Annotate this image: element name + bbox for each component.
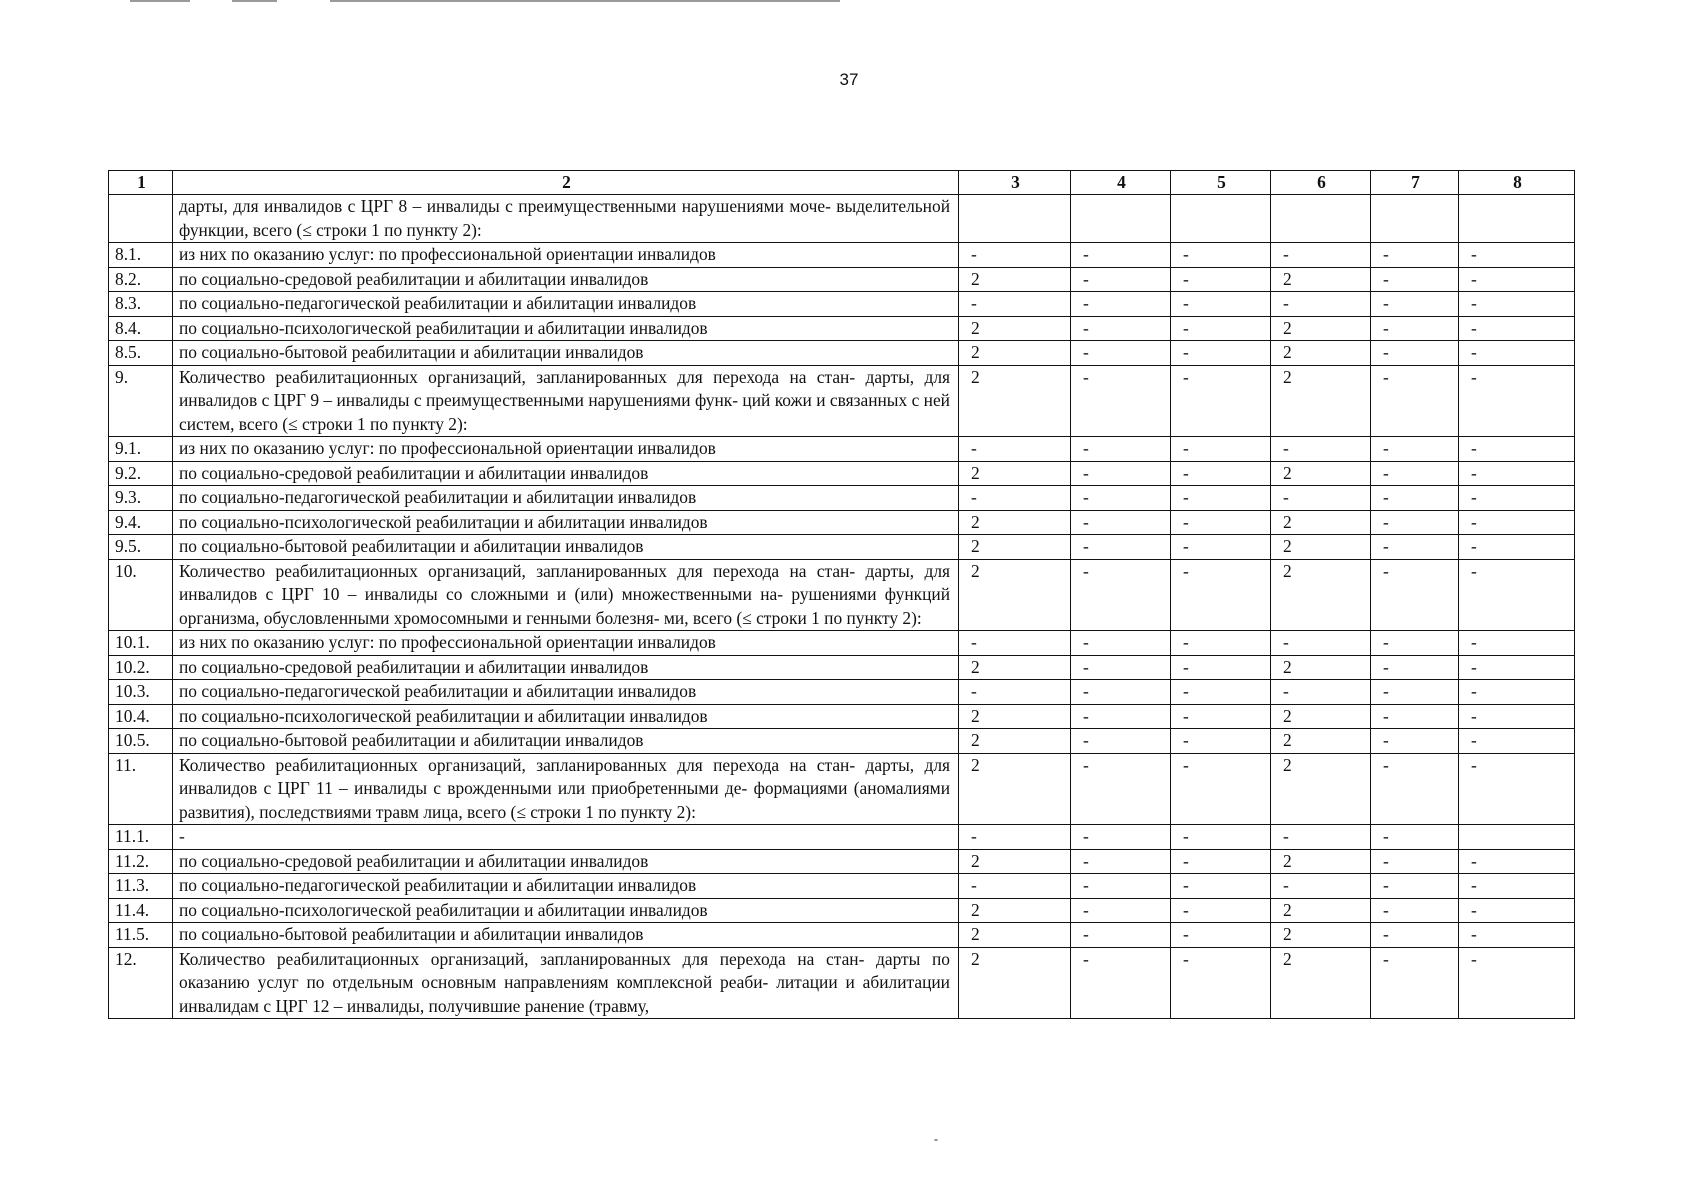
column-header-4: 4	[1071, 171, 1171, 195]
value-cell-col-8: -	[1459, 461, 1575, 486]
value-cell-col-5: -	[1171, 923, 1271, 948]
row-description: Количество реабилитационных организаций, запланированных для перехода на стан- дарты по оказанию услуг по отдельным основным направлениям комплексной реаби- литации и абилитации инвалидам с ЦРГ 12 – инвалиды, получившие ранение (травму,	[173, 947, 959, 1019]
value-cell-col-7: -	[1371, 680, 1459, 705]
value-cell-col-4: -	[1071, 267, 1171, 292]
table-row	[109, 365, 1575, 437]
value-cell-col-3: 2	[959, 559, 1071, 631]
value-cell-col-3: 2	[959, 923, 1071, 948]
value-cell-col-5: -	[1171, 947, 1271, 1019]
table-row	[109, 753, 1575, 825]
value-cell-col-3: 2	[959, 510, 1071, 535]
value-cell-col-4: -	[1071, 631, 1171, 656]
value-cell-col-7: -	[1371, 559, 1459, 631]
value-cell-col-5: -	[1171, 898, 1271, 923]
value-cell-col-6: 2	[1271, 559, 1371, 631]
value-cell-col-5: -	[1171, 680, 1271, 705]
value-cell-col-6: 2	[1271, 341, 1371, 366]
value-cell-col-4: -	[1071, 535, 1171, 560]
value-cell-col-4: -	[1071, 292, 1171, 317]
value-cell-col-4: -	[1071, 874, 1171, 899]
table-row	[109, 510, 1575, 535]
value-cell-col-5: -	[1171, 729, 1271, 754]
value-cell-col-5: -	[1171, 437, 1271, 462]
value-cell-col-8	[1459, 195, 1575, 243]
value-cell-col-4: -	[1071, 316, 1171, 341]
row-number: 8.1.	[109, 243, 173, 268]
column-header-3: 3	[959, 171, 1071, 195]
value-cell-col-3: 2	[959, 535, 1071, 560]
value-cell-col-8: -	[1459, 874, 1575, 899]
value-cell-col-7: -	[1371, 510, 1459, 535]
value-cell-col-7: -	[1371, 923, 1459, 948]
table-header	[109, 171, 1575, 195]
value-cell-col-4: -	[1071, 729, 1171, 754]
value-cell-col-3: -	[959, 243, 1071, 268]
value-cell-col-3: 2	[959, 365, 1071, 437]
value-cell-col-6: -	[1271, 874, 1371, 899]
table-row	[109, 680, 1575, 705]
row-number: 12.	[109, 947, 173, 1019]
value-cell-col-6: 2	[1271, 729, 1371, 754]
value-cell-col-3: -	[959, 437, 1071, 462]
value-cell-col-3: 2	[959, 316, 1071, 341]
value-cell-col-6: 2	[1271, 704, 1371, 729]
table-body	[109, 195, 1575, 1019]
value-cell-col-5: -	[1171, 243, 1271, 268]
data-table	[108, 170, 1575, 1019]
table-row	[109, 341, 1575, 366]
table-row	[109, 655, 1575, 680]
value-cell-col-5: -	[1171, 535, 1271, 560]
table-row	[109, 704, 1575, 729]
value-cell-col-7: -	[1371, 486, 1459, 511]
value-cell-col-4	[1071, 195, 1171, 243]
value-cell-col-7	[1371, 195, 1459, 243]
value-cell-col-4: -	[1071, 486, 1171, 511]
value-cell-col-5: -	[1171, 753, 1271, 825]
row-number: 11.2.	[109, 849, 173, 874]
value-cell-col-7: -	[1371, 243, 1459, 268]
value-cell-col-4: -	[1071, 825, 1171, 850]
value-cell-col-7: -	[1371, 704, 1459, 729]
value-cell-col-3: -	[959, 292, 1071, 317]
value-cell-col-4: -	[1071, 849, 1171, 874]
value-cell-col-4: -	[1071, 559, 1171, 631]
row-description: по социально-педагогической реабилитации и абилитации инвалидов	[173, 292, 959, 317]
value-cell-col-7: -	[1371, 341, 1459, 366]
value-cell-col-6: 2	[1271, 535, 1371, 560]
table-row	[109, 923, 1575, 948]
scan-artifact-line	[330, 0, 840, 2]
value-cell-col-8: -	[1459, 243, 1575, 268]
value-cell-col-8: -	[1459, 631, 1575, 656]
row-number: 9.3.	[109, 486, 173, 511]
row-number: 10.3.	[109, 680, 173, 705]
value-cell-col-3: 2	[959, 898, 1071, 923]
table-row	[109, 461, 1575, 486]
value-cell-col-7: -	[1371, 316, 1459, 341]
value-cell-col-6: -	[1271, 243, 1371, 268]
row-number: 9.4.	[109, 510, 173, 535]
value-cell-col-8: -	[1459, 510, 1575, 535]
row-description: по социально-средовой реабилитации и абилитации инвалидов	[173, 849, 959, 874]
value-cell-col-8: -	[1459, 341, 1575, 366]
value-cell-col-8: -	[1459, 680, 1575, 705]
row-description: из них по оказанию услуг: по профессиональной ориентации инвалидов	[173, 243, 959, 268]
value-cell-col-8: -	[1459, 729, 1575, 754]
row-description: по социально-бытовой реабилитации и абилитации инвалидов	[173, 729, 959, 754]
value-cell-col-3: 2	[959, 267, 1071, 292]
value-cell-col-7: -	[1371, 365, 1459, 437]
table-row	[109, 195, 1575, 243]
row-number: 9.5.	[109, 535, 173, 560]
row-description: по социально-средовой реабилитации и абилитации инвалидов	[173, 655, 959, 680]
value-cell-col-8: -	[1459, 704, 1575, 729]
row-description: по социально-психологической реабилитации и абилитации инвалидов	[173, 898, 959, 923]
value-cell-col-3: -	[959, 874, 1071, 899]
row-number: 9.1.	[109, 437, 173, 462]
footer-mark: -	[934, 1132, 938, 1146]
value-cell-col-8: -	[1459, 898, 1575, 923]
value-cell-col-5: -	[1171, 365, 1271, 437]
value-cell-col-7: -	[1371, 947, 1459, 1019]
table-row	[109, 729, 1575, 754]
value-cell-col-3: -	[959, 825, 1071, 850]
value-cell-col-8: -	[1459, 753, 1575, 825]
row-description: по социально-бытовой реабилитации и абилитации инвалидов	[173, 535, 959, 560]
row-description: Количество реабилитационных организаций, запланированных для перехода на стан- дарты, для инвалидов с ЦРГ 9 – инвалиды с преимущественными нарушениями функ- ций кожи и связанных с ней систем, всего (≤ строки 1 по пункту 2):	[173, 365, 959, 437]
value-cell-col-7: -	[1371, 898, 1459, 923]
value-cell-col-5: -	[1171, 631, 1271, 656]
value-cell-col-7: -	[1371, 655, 1459, 680]
value-cell-col-7: -	[1371, 267, 1459, 292]
value-cell-col-6: 2	[1271, 267, 1371, 292]
column-header-2: 2	[173, 171, 959, 195]
row-number: 11.5.	[109, 923, 173, 948]
value-cell-col-5: -	[1171, 825, 1271, 850]
value-cell-col-5: -	[1171, 849, 1271, 874]
value-cell-col-8: -	[1459, 923, 1575, 948]
value-cell-col-8: -	[1459, 437, 1575, 462]
row-number	[109, 195, 173, 243]
table-row	[109, 486, 1575, 511]
value-cell-col-5	[1171, 195, 1271, 243]
value-cell-col-4: -	[1071, 923, 1171, 948]
value-cell-col-3: 2	[959, 655, 1071, 680]
column-header-8: 8	[1459, 171, 1575, 195]
table-row	[109, 631, 1575, 656]
row-description: по социально-педагогической реабилитации и абилитации инвалидов	[173, 874, 959, 899]
value-cell-col-3: -	[959, 486, 1071, 511]
value-cell-col-8: -	[1459, 849, 1575, 874]
value-cell-col-6: 2	[1271, 655, 1371, 680]
row-description: по социально-педагогической реабилитации и абилитации инвалидов	[173, 486, 959, 511]
row-number: 9.2.	[109, 461, 173, 486]
table-row	[109, 874, 1575, 899]
row-number: 11.3.	[109, 874, 173, 899]
value-cell-col-4: -	[1071, 947, 1171, 1019]
scan-artifact-line	[130, 0, 190, 2]
value-cell-col-7: -	[1371, 437, 1459, 462]
row-number: 8.2.	[109, 267, 173, 292]
value-cell-col-7: -	[1371, 825, 1459, 850]
value-cell-col-3: -	[959, 680, 1071, 705]
value-cell-col-4: -	[1071, 437, 1171, 462]
value-cell-col-8: -	[1459, 655, 1575, 680]
value-cell-col-4: -	[1071, 704, 1171, 729]
value-cell-col-5: -	[1171, 341, 1271, 366]
row-number: 8.3.	[109, 292, 173, 317]
value-cell-col-3: 2	[959, 461, 1071, 486]
value-cell-col-3: 2	[959, 849, 1071, 874]
row-description: по социально-психологической реабилитации и абилитации инвалидов	[173, 704, 959, 729]
value-cell-col-7: -	[1371, 461, 1459, 486]
value-cell-col-6: -	[1271, 825, 1371, 850]
row-description: Количество реабилитационных организаций, запланированных для перехода на стан- дарты, для инвалидов с ЦРГ 11 – инвалиды с врожденными или приобретенными де- формациями (аномалиями развития), последствиями травм лица, всего (≤ строки 1 по пункту 2):	[173, 753, 959, 825]
column-header-1: 1	[109, 171, 173, 195]
table-row	[109, 947, 1575, 1019]
row-number: 10.5.	[109, 729, 173, 754]
value-cell-col-6: -	[1271, 437, 1371, 462]
value-cell-col-8: -	[1459, 267, 1575, 292]
value-cell-col-4: -	[1071, 341, 1171, 366]
value-cell-col-8: -	[1459, 559, 1575, 631]
value-cell-col-7: -	[1371, 849, 1459, 874]
column-header-6: 6	[1271, 171, 1371, 195]
value-cell-col-5: -	[1171, 704, 1271, 729]
value-cell-col-4: -	[1071, 680, 1171, 705]
table-row	[109, 825, 1575, 850]
row-description: по социально-бытовой реабилитации и абилитации инвалидов	[173, 341, 959, 366]
value-cell-col-4: -	[1071, 655, 1171, 680]
value-cell-col-8: -	[1459, 316, 1575, 341]
value-cell-col-7: -	[1371, 631, 1459, 656]
column-header-5: 5	[1171, 171, 1271, 195]
row-number: 10.1.	[109, 631, 173, 656]
value-cell-col-6: 2	[1271, 753, 1371, 825]
value-cell-col-6: 2	[1271, 316, 1371, 341]
value-cell-col-5: -	[1171, 510, 1271, 535]
value-cell-col-8: -	[1459, 292, 1575, 317]
value-cell-col-6: 2	[1271, 510, 1371, 535]
value-cell-col-5: -	[1171, 655, 1271, 680]
row-number: 11.	[109, 753, 173, 825]
value-cell-col-6: 2	[1271, 461, 1371, 486]
value-cell-col-7: -	[1371, 729, 1459, 754]
value-cell-col-5: -	[1171, 292, 1271, 317]
table-row	[109, 559, 1575, 631]
value-cell-col-6: 2	[1271, 849, 1371, 874]
row-description: из них по оказанию услуг: по профессиональной ориентации инвалидов	[173, 437, 959, 462]
value-cell-col-6: 2	[1271, 923, 1371, 948]
row-number: 11.4.	[109, 898, 173, 923]
value-cell-col-5: -	[1171, 874, 1271, 899]
value-cell-col-3: 2	[959, 947, 1071, 1019]
value-cell-col-8: -	[1459, 365, 1575, 437]
value-cell-col-5: -	[1171, 461, 1271, 486]
value-cell-col-5: -	[1171, 486, 1271, 511]
value-cell-col-8: -	[1459, 535, 1575, 560]
value-cell-col-7: -	[1371, 292, 1459, 317]
row-number: 10.4.	[109, 704, 173, 729]
value-cell-col-3: 2	[959, 704, 1071, 729]
value-cell-col-6: -	[1271, 292, 1371, 317]
value-cell-col-6: -	[1271, 486, 1371, 511]
value-cell-col-6: 2	[1271, 365, 1371, 437]
value-cell-col-3: 2	[959, 753, 1071, 825]
value-cell-col-6	[1271, 195, 1371, 243]
value-cell-col-6: -	[1271, 680, 1371, 705]
value-cell-col-4: -	[1071, 461, 1171, 486]
table-row	[109, 267, 1575, 292]
row-description: по социально-психологической реабилитации и абилитации инвалидов	[173, 510, 959, 535]
value-cell-col-4: -	[1071, 898, 1171, 923]
table-row	[109, 535, 1575, 560]
row-description: дарты, для инвалидов с ЦРГ 8 – инвалиды с преимущественными нарушениями моче- выделительной функции, всего (≤ строки 1 по пункту 2):	[173, 195, 959, 243]
value-cell-col-6: 2	[1271, 898, 1371, 923]
value-cell-col-8: -	[1459, 947, 1575, 1019]
value-cell-col-4: -	[1071, 365, 1171, 437]
row-description: по социально-психологической реабилитации и абилитации инвалидов	[173, 316, 959, 341]
scan-artifact-line	[232, 0, 277, 2]
row-description: по социально-педагогической реабилитации и абилитации инвалидов	[173, 680, 959, 705]
row-description: по социально-бытовой реабилитации и абилитации инвалидов	[173, 923, 959, 948]
row-description: из них по оказанию услуг: по профессиональной ориентации инвалидов	[173, 631, 959, 656]
value-cell-col-5: -	[1171, 267, 1271, 292]
row-number: 10.2.	[109, 655, 173, 680]
value-cell-col-8	[1459, 825, 1575, 850]
value-cell-col-7: -	[1371, 753, 1459, 825]
row-description: Количество реабилитационных организаций, запланированных для перехода на стан- дарты, для инвалидов с ЦРГ 10 – инвалиды со сложными и (или) множественными на- рушениями функций организма, обусловленными хромосомными и генными болезня- ми, всего (≤ строки 1 по пункту 2):	[173, 559, 959, 631]
table-row	[109, 437, 1575, 462]
value-cell-col-7: -	[1371, 535, 1459, 560]
page-number: 37	[839, 70, 859, 89]
value-cell-col-4: -	[1071, 510, 1171, 535]
row-number: 8.4.	[109, 316, 173, 341]
row-description: по социально-средовой реабилитации и абилитации инвалидов	[173, 461, 959, 486]
value-cell-col-7: -	[1371, 874, 1459, 899]
row-number: 10.	[109, 559, 173, 631]
header-row	[109, 171, 1575, 195]
table-row	[109, 898, 1575, 923]
value-cell-col-3: 2	[959, 341, 1071, 366]
column-header-7: 7	[1371, 171, 1459, 195]
table-row	[109, 292, 1575, 317]
value-cell-col-8: -	[1459, 486, 1575, 511]
value-cell-col-6: -	[1271, 631, 1371, 656]
value-cell-col-4: -	[1071, 243, 1171, 268]
value-cell-col-6: 2	[1271, 947, 1371, 1019]
value-cell-col-5: -	[1171, 559, 1271, 631]
value-cell-col-5: -	[1171, 316, 1271, 341]
table-row	[109, 243, 1575, 268]
row-number: 11.1.	[109, 825, 173, 850]
row-number: 9.	[109, 365, 173, 437]
value-cell-col-4: -	[1071, 753, 1171, 825]
value-cell-col-3	[959, 195, 1071, 243]
table-row	[109, 316, 1575, 341]
table-row	[109, 849, 1575, 874]
row-description: -	[173, 825, 959, 850]
row-number: 8.5.	[109, 341, 173, 366]
row-description: по социально-средовой реабилитации и абилитации инвалидов	[173, 267, 959, 292]
value-cell-col-3: 2	[959, 729, 1071, 754]
value-cell-col-3: -	[959, 631, 1071, 656]
